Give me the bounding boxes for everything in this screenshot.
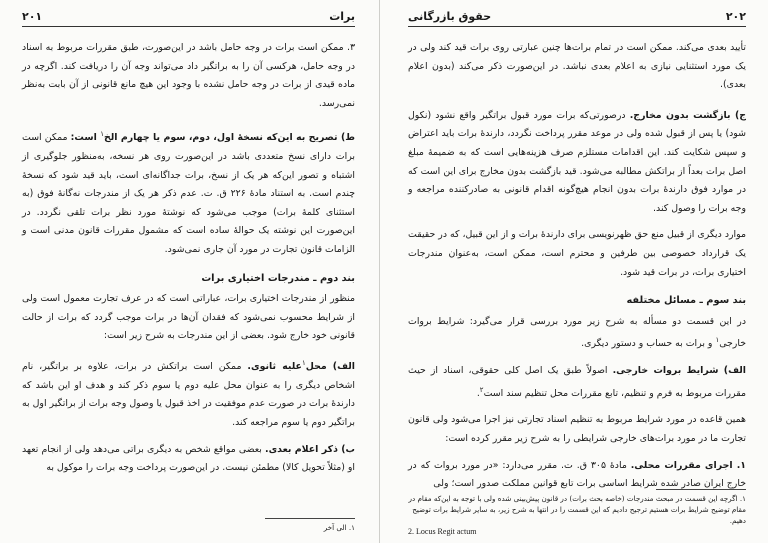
heading-alef: الف) شرایط بروات خارجی. [612, 365, 746, 377]
footnote-marker: ۱ [100, 130, 104, 139]
paragraph-body: اصولاً طبق یک اصل کلی حقوقی، اسناد از حیث مقررات مربوط به فرم و تنظیم، تابع مقررات محل تنظیم سند است [408, 365, 746, 399]
heading-jim: ج) بازگشت بدون مخارج. [629, 109, 746, 121]
footnote-marker: ۲ [479, 385, 484, 394]
heading-alef-tail: علیه ثانوی. [247, 361, 302, 373]
paragraph [408, 313, 746, 354]
paragraph-with-heading [22, 354, 355, 433]
paragraph-with-heading [22, 125, 355, 259]
paragraph-body: ممکن است براتکش در برات، علاوه بر براتگیر، نام اشخاص دیگری را به عنوان محل علیه دوم یا سوم ذکر کند و هدف او این باشد که دارندهٔ برات در صورت عدم موفقیت در اخذ قبول یا وصول وجه برات از براتگیر اول به براتگیر دوم یا سوم مراجعه کند. [22, 361, 355, 428]
paragraph-with-heading [408, 362, 746, 403]
left-page [0, 0, 380, 543]
paragraph-tail: و برات به حساب و دستور دیگری. [581, 338, 716, 350]
paragraph: تأیید بعدی می‌کند. ممکن است در تمام برات‌ها چنین عبارتی روی برات قید کند ولی در یک مورد استثنایی نیازی به اعلام بعدی نباشد. در این‌صورت ذکر می‌کند (بدون اعلام بعدی). [408, 42, 746, 91]
paragraph: منظور از مندرجات اختیاری برات، عباراتی است که در عرف تجارت معمول است ولی از شرایط محسوب نمی‌شود که فقدان آن‌ها در برات موجب گردد که برات از حالت قانونی خود خارج شود. بعضی از این مندرجات به شرح زیر است: [22, 293, 355, 342]
right-footnotes [380, 489, 768, 537]
footnote-marker: ۱ [301, 359, 306, 368]
paragraph: ۳. ممکن است برات در وجه حامل باشد در این‌صورت، طبق مقررات مربوط به اسناد در وجه حامل، هرکسی آن را به براتگیر داد می‌تواند وجه آن را دریافت کند. اگرچه در ماده قیدی از برات در وجه حامل نشده با وجود این هیچ مانع قانونی از آن بابت به‌نظر نمی‌رسد. [22, 42, 355, 109]
left-header-title: برات [329, 10, 355, 23]
right-page-number: ۲۰۲ [725, 10, 746, 23]
paragraph: موارد دیگری از قبیل منع حق ظهرنویسی برای دارندهٔ برات و از این قبیل، که در حقیقت یک قرارداد خصوصی بین طرفین و محترم است، ممکن است، به‌عنوان مندرجات اختیاری برات، در برات قید شود. [408, 229, 746, 278]
left-body-text [22, 39, 355, 478]
footnote: ۱. اگرچه این قسمت در مبحث مندرجات (خاصه بحث برات) در قانون پیش‌بینی شده ولی با توجه به این‌که مقام در مقام توضیح شرایط برات هستیم ترجیح دادیم که این قسمت را در انتها به شرح زیر، به سایر شرایط برات توضیح دهیم. [408, 494, 746, 525]
heading-t-tail: است: [70, 132, 101, 144]
right-body-text [408, 39, 746, 494]
section-heading: بند دوم ـ مندرجات اختیاری برات [201, 272, 355, 284]
heading-item-1: ۱. اجرای مقررات محلی. [630, 459, 747, 471]
paragraph-body: در این قسمت دو مسأله به شرح زیر مورد بررسی قرار می‌گیرد: شرایط بروات خارجی [408, 315, 746, 350]
right-page [380, 0, 768, 543]
right-running-head [408, 10, 746, 27]
heading-alef: الف) محل [305, 361, 355, 373]
left-footnotes [0, 518, 379, 533]
footnote: 2. Locus Regit actum [408, 527, 477, 536]
left-running-head [22, 10, 355, 27]
paragraph-body: بعضی مواقع شخص به دیگری براتی می‌دهد ولی از انجام تعهد او (مثلاً تحویل کالا) مطمئن نیست. در این‌صورت پرداخت وجه برات را موکول به [22, 443, 355, 474]
paragraph-body: درصورتی‌که برات مورد قبول براتگیر واقع نشود (نکول شود) یا پس از قبول شده ولی در موعد مقرر پرداخت نگردد، دارندهٔ برات باید اعتراض و سپس شکایت کند. این اقدامات مستلزم صرف هزینه‌هایی است که به ضمیمهٔ مبلغ اصل برات بعداً از براتکش مطالبه می‌شود. قید بازگشت بدون مخارج برای این است که در موارد فوق دارندهٔ برات بدون انجام هیچ‌گونه اقدام قانونی به صادرکننده مراجعه و وجه برات را وصول کند. [408, 109, 746, 214]
paragraph-with-heading [22, 441, 355, 478]
footnote-marker: ۱ [715, 336, 720, 345]
right-header-title: حقوق بازرگانی [408, 10, 492, 23]
heading-t: ط) تصریح به این‌که نسخهٔ اول، دوم، سوم یا چهارم الخ [103, 132, 355, 144]
paragraph-with-heading [408, 107, 746, 219]
paragraph-body: مادهٔ ۳۰۵ ق. ت. مقرر می‌دارد: «در مورد بروات که در خارج ایران صادر شده شرایط اساسی برات تابع قوانین مملکت صدور است؛ ولی [408, 459, 746, 490]
paragraph: همین قاعده در مورد شرایط مربوط به تنظیم اسناد تجارتی نیز اجرا می‌شود ولی قانون تجارت ما در مورد برات‌های خارجی شرایطی را به شرح زیر مقرر کرده است: [408, 414, 746, 444]
paragraph-body: ممکن است برات دارای نسخ متعددی باشد در این‌صورت روی هر نسخه، به‌منظور جلوگیری از اشتباه و تصور این‌که هر یک از نسخ، برات جداگانه‌ای است، باید قید شود که نسخهٔ چندم است. به استناد مادهٔ ۲۲۶ ق. ت. عدم ذکر هر یک از مندرجات نه‌گانهٔ فوق (به استثنای کلمهٔ برات) موجب می‌شود که نوشتهٔ مورد نظر برات تلقی نگردد. در این‌صورت این نوشته یک حوالهٔ ساده است که مشمول مقررات قانون مدنی است و الزامات قانون تجارت در مورد آن جاری نمی‌شود. [22, 132, 355, 256]
left-page-number: ۲۰۱ [22, 10, 43, 23]
paragraph-tail: . [476, 387, 480, 399]
section-heading: بند سوم ـ مسائل مختلفه [626, 295, 746, 307]
footnote: ۱. الی آخر [323, 523, 355, 532]
heading-be: ب) ذکر اعلام بعدی. [265, 443, 355, 455]
